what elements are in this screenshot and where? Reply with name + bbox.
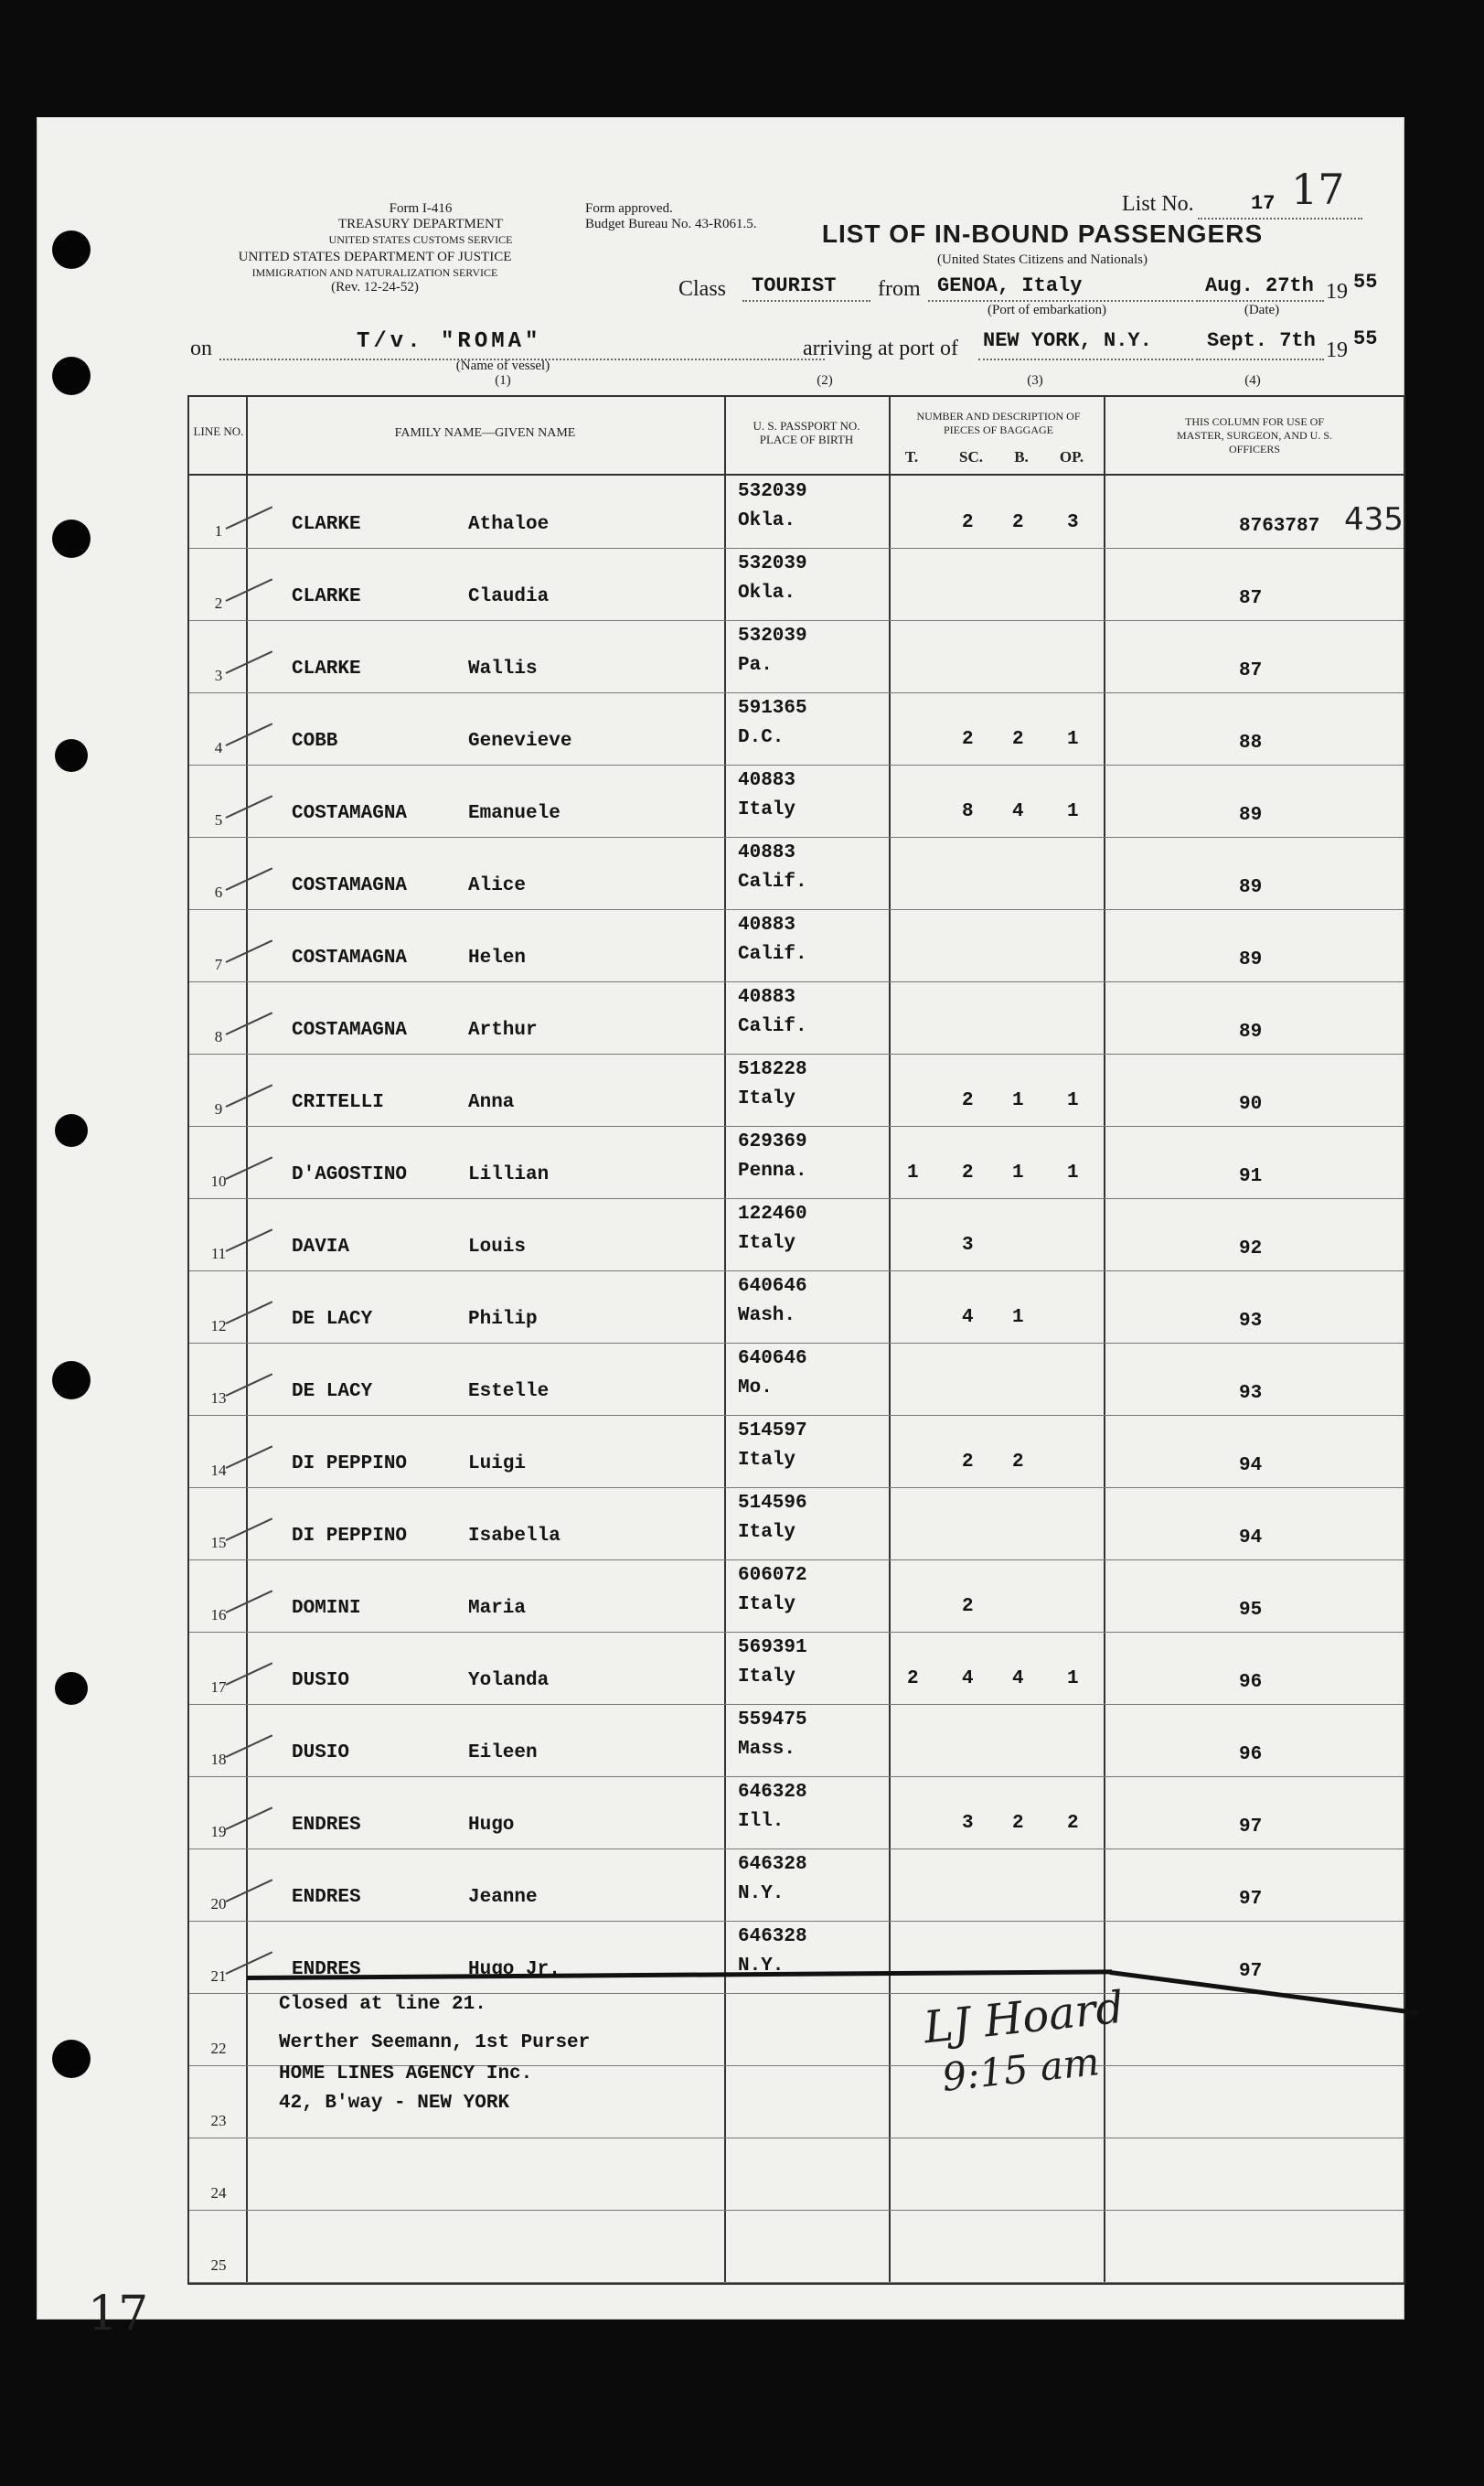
bag-other: 1: [1067, 1668, 1079, 1689]
treasury-label: TREASURY DEPARTMENT: [337, 217, 504, 231]
check-tick: [226, 723, 273, 745]
bag-bags: 2: [1012, 729, 1024, 750]
line-number: 11: [210, 1245, 227, 1262]
given-name: Estelle: [468, 1381, 550, 1402]
passport-number: 640646: [738, 1276, 807, 1297]
row-divider: [189, 692, 1404, 693]
family-name: DAVIA: [292, 1237, 350, 1258]
officer-use-code: 91: [1239, 1166, 1263, 1187]
bag-other: 1: [1067, 729, 1079, 750]
family-name: CLARKE: [292, 659, 361, 680]
officer-use-code: 95: [1239, 1600, 1263, 1621]
col2-caption: (2): [817, 373, 833, 388]
officer-use-code: 87: [1239, 660, 1263, 681]
family-name: COSTAMAGNA: [292, 875, 408, 896]
officer-use-code: 90: [1239, 1094, 1263, 1115]
check-tick: [226, 939, 273, 962]
line-number: 14: [210, 1462, 227, 1479]
vessel-caption: (Name of vessel): [455, 359, 550, 373]
date-line: [1196, 300, 1324, 302]
place-of-birth: Italy: [738, 799, 796, 820]
bag-other: 1: [1067, 1163, 1079, 1184]
depart-date: Aug. 27th: [1205, 274, 1314, 297]
passport-number: 40883: [738, 915, 796, 936]
family-name: DE LACY: [292, 1309, 373, 1330]
passport-number: 532039: [738, 481, 807, 502]
list-no-label: List No.: [1122, 192, 1194, 216]
passport-number: 122460: [738, 1204, 807, 1225]
col-divider: [246, 397, 248, 2283]
check-tick: [226, 1806, 273, 1829]
line-number: 17: [210, 1678, 227, 1696]
line-number: 15: [210, 1534, 227, 1551]
row-divider: [189, 1126, 1404, 1127]
passport-number: 514597: [738, 1420, 807, 1441]
place-of-birth: Penna.: [738, 1161, 807, 1182]
officer-use-code: 96: [1239, 1744, 1263, 1765]
line-number: 9: [214, 1100, 223, 1118]
class-label: Class: [678, 277, 727, 301]
row-divider: [189, 1487, 1404, 1488]
line-number: 10: [210, 1173, 227, 1190]
vessel-name: T/v. "ROMA": [357, 329, 542, 354]
place-of-birth: Okla.: [738, 510, 796, 531]
family-name: DUSIO: [292, 1742, 350, 1763]
family-name: CRITELLI: [292, 1092, 384, 1113]
passport-number: 646328: [738, 1854, 807, 1875]
ins-label: IMMIGRATION AND NATURALIZATION SERVICE: [251, 266, 498, 279]
given-name: Hugo: [468, 1815, 515, 1836]
given-name: Jeanne: [468, 1887, 538, 1908]
passport-number: 532039: [738, 626, 807, 647]
check-tick: [226, 650, 273, 673]
officer-use-code: 89: [1239, 877, 1263, 898]
passport-number: 646328: [738, 1926, 807, 1947]
officer-use-code: 89: [1239, 949, 1263, 970]
port-caption: (Port of embarkation): [988, 303, 1106, 317]
passport-number: 640646: [738, 1348, 807, 1369]
bag-suitcases: 2: [962, 1596, 974, 1617]
bag-suitcases: 2: [962, 1090, 974, 1111]
place-of-birth: Italy: [738, 1522, 796, 1543]
punch-hole: [52, 1361, 91, 1399]
baggage-header: NUMBER AND DESCRIPTION OF PIECES OF BAGGAGE: [916, 410, 1081, 436]
bag-other: 1: [1067, 801, 1079, 822]
bag-suitcases: 2: [962, 1163, 974, 1184]
place-of-birth: Pa.: [738, 655, 773, 676]
officer-use-code: 97: [1239, 1889, 1263, 1910]
arrival-port: NEW YORK, N.Y.: [983, 329, 1152, 352]
depart-year: 55: [1353, 271, 1378, 294]
officer-use-code: 94: [1239, 1455, 1263, 1476]
date-caption: (Date): [1244, 303, 1280, 317]
officer-use-code: 96: [1239, 1672, 1263, 1693]
check-tick: [226, 1951, 273, 1974]
officer-use-code: 94: [1239, 1527, 1263, 1548]
given-name: Arthur: [468, 1020, 538, 1041]
year-prefix-1: 19: [1326, 280, 1348, 304]
passport-number: 569391: [738, 1637, 807, 1658]
given-name: Lillian: [468, 1164, 550, 1185]
place-of-birth: Italy: [738, 1666, 796, 1688]
line-number: 4: [214, 739, 223, 756]
passport-number: 518228: [738, 1059, 807, 1080]
bag-bags: 4: [1012, 801, 1024, 822]
bag-col-sc: SC.: [959, 448, 983, 466]
check-tick: [226, 1228, 273, 1251]
officer-use-code: 8763787: [1239, 516, 1320, 537]
inspection-time: 9:15 am: [939, 2039, 1102, 2100]
bag-trunks: 2: [907, 1668, 919, 1689]
from-label: from: [878, 277, 921, 301]
check-tick: [226, 1084, 273, 1107]
agency-address: 42, B'way - NEW YORK: [279, 2093, 510, 2114]
check-tick: [226, 1590, 273, 1613]
family-name: ENDRES: [292, 1815, 361, 1836]
given-name: Claudia: [468, 586, 550, 607]
line-number: 19: [210, 1823, 227, 1840]
check-tick: [226, 1879, 273, 1902]
punch-hole: [55, 739, 88, 772]
check-tick: [226, 1301, 273, 1323]
punch-hole: [52, 357, 91, 395]
family-name: COSTAMAGNA: [292, 803, 408, 824]
customs-label: UNITED STATES CUSTOMS SERVICE: [328, 233, 513, 246]
punch-hole: [52, 520, 91, 558]
officer-use-code: 93: [1239, 1383, 1263, 1404]
passport-number: 40883: [738, 842, 796, 863]
bag-bags: 1: [1012, 1307, 1024, 1328]
on-label: on: [190, 337, 212, 360]
punch-hole: [52, 230, 91, 269]
family-name: COBB: [292, 731, 338, 752]
check-tick: [226, 1012, 273, 1034]
bag-suitcases: 4: [962, 1668, 974, 1689]
approved-label: Form approved.: [585, 201, 673, 216]
family-name: DI PEPPINO: [292, 1453, 408, 1474]
embark-port: GENOA, Italy: [937, 274, 1083, 297]
place-of-birth: D.C.: [738, 727, 785, 748]
bag-other: 2: [1067, 1813, 1079, 1834]
bag-bags: 1: [1012, 1163, 1024, 1184]
bag-bags: 2: [1012, 512, 1024, 533]
passport-number: 629369: [738, 1131, 807, 1152]
place-of-birth: Italy: [738, 1594, 796, 1615]
margin-code: 435: [1344, 501, 1404, 538]
family-name: COSTAMAGNA: [292, 1020, 408, 1041]
bag-bags: 1: [1012, 1090, 1024, 1111]
row-divider: [189, 2210, 1404, 2211]
budget-label: Budget Bureau No. 43-R061.5.: [585, 217, 757, 231]
passport-number: 606072: [738, 1565, 807, 1586]
given-name: Alice: [468, 875, 527, 896]
place-of-birth: Calif.: [738, 944, 807, 965]
line-number: 3: [214, 667, 223, 684]
passport-number: 40883: [738, 770, 796, 791]
family-name: CLARKE: [292, 586, 361, 607]
form-number: Form I-416: [389, 201, 453, 216]
bag-col-op: OP.: [1059, 448, 1084, 466]
family-name: ENDRES: [292, 1959, 361, 1980]
line-number: 21: [210, 1967, 227, 1985]
given-name: Isabella: [468, 1526, 561, 1547]
officer-use-code: 89: [1239, 1022, 1263, 1043]
bag-suitcases: 3: [962, 1235, 974, 1256]
given-name: Emanuele: [468, 803, 561, 824]
family-name: DE LACY: [292, 1381, 373, 1402]
bag-bags: 4: [1012, 1668, 1024, 1689]
place-of-birth: Mo.: [738, 1377, 773, 1398]
row-divider: [189, 1054, 1404, 1055]
place-of-birth: Italy: [738, 1233, 796, 1254]
given-name: Genevieve: [468, 731, 572, 752]
punch-hole: [52, 2040, 91, 2078]
rev-label: (Rev. 12-24-52): [331, 280, 419, 295]
family-name: ENDRES: [292, 1887, 361, 1908]
officer-use-code: 93: [1239, 1311, 1263, 1332]
place-of-birth: Italy: [738, 1450, 796, 1471]
passport-number: 40883: [738, 987, 796, 1008]
line-number: 16: [210, 1606, 227, 1623]
row-divider: [189, 1776, 1404, 1777]
row-divider: [189, 1632, 1404, 1633]
col3-caption: (3): [1027, 373, 1043, 388]
family-name: DUSIO: [292, 1670, 350, 1691]
line-number: 20: [210, 1895, 227, 1913]
place-of-birth: N.Y.: [738, 1883, 785, 1904]
given-name: Athaloe: [468, 514, 550, 535]
arrival-date-line: [1196, 359, 1324, 360]
passport-header: U. S. PASSPORT NO. PLACE OF BIRTH: [753, 419, 860, 446]
list-number-handwritten: 17: [1291, 165, 1345, 214]
check-tick: [226, 1517, 273, 1540]
row-divider: [189, 1559, 1404, 1560]
place-of-birth: Mass.: [738, 1739, 796, 1760]
bag-bags: 2: [1012, 1452, 1024, 1473]
check-tick: [226, 1662, 273, 1685]
bag-other: 3: [1067, 512, 1079, 533]
year-prefix-2: 19: [1326, 338, 1348, 362]
col-divider: [724, 397, 726, 2283]
line-number: 23: [210, 2112, 227, 2129]
line-number: 8: [214, 1028, 223, 1045]
given-name: Anna: [468, 1092, 515, 1113]
given-name: Louis: [468, 1237, 527, 1258]
closed-at-line: Closed at line 21.: [279, 1994, 486, 2015]
family-name: DOMINI: [292, 1598, 361, 1619]
line-number: 24: [210, 2184, 227, 2202]
officer-use-code: 89: [1239, 805, 1263, 826]
check-tick: [226, 506, 273, 529]
line-number: 7: [214, 956, 223, 973]
line-number: 5: [214, 811, 223, 829]
family-name: DI PEPPINO: [292, 1526, 408, 1547]
name-header: FAMILY NAME—GIVEN NAME: [394, 426, 576, 440]
row-divider: [189, 1704, 1404, 1705]
line-number: 12: [210, 1317, 227, 1334]
given-name: Philip: [468, 1309, 538, 1330]
place-of-birth: Wash.: [738, 1305, 796, 1326]
col4-caption: (4): [1244, 373, 1261, 388]
bag-col-b: B.: [1014, 448, 1029, 466]
passport-number: 591365: [738, 698, 807, 719]
bag-suitcases: 2: [962, 729, 974, 750]
place-of-birth: Italy: [738, 1088, 796, 1109]
given-name: Luigi: [468, 1453, 527, 1474]
officers-header: THIS COLUMN FOR USE OF MASTER, SURGEON, AND U. S. OFFICERS: [1176, 415, 1333, 455]
check-tick: [226, 578, 273, 601]
line-number: 13: [210, 1389, 227, 1407]
family-name: CLARKE: [292, 514, 361, 535]
row-divider: [189, 909, 1404, 910]
family-name: COSTAMAGNA: [292, 948, 408, 969]
passport-number: 514596: [738, 1493, 807, 1514]
col1-caption: (1): [495, 373, 511, 388]
line-number: 6: [214, 884, 223, 901]
row-divider: [189, 765, 1404, 766]
bag-suitcases: 2: [962, 512, 974, 533]
given-name: Yolanda: [468, 1670, 550, 1691]
passport-number: 646328: [738, 1782, 807, 1803]
bag-trunks: 1: [907, 1163, 919, 1184]
row-divider: [189, 837, 1404, 838]
given-name: Helen: [468, 948, 527, 969]
row-divider: [189, 620, 1404, 621]
check-tick: [226, 1445, 273, 1468]
header-divider: [189, 474, 1404, 476]
punch-hole: [55, 1114, 88, 1147]
arrival-port-line: [978, 359, 1193, 360]
bag-other: 1: [1067, 1090, 1079, 1111]
arrival-year: 55: [1353, 327, 1378, 350]
line-number: 1: [214, 522, 223, 540]
row-divider: [189, 2282, 1404, 2283]
row-divider: [189, 1415, 1404, 1416]
line-number: 18: [210, 1751, 227, 1768]
bag-suitcases: 3: [962, 1813, 974, 1834]
check-tick: [226, 1156, 273, 1179]
col-divider: [889, 397, 891, 2283]
given-name: Eileen: [468, 1742, 538, 1763]
line-number: 25: [210, 2256, 227, 2274]
port-line: [928, 300, 1193, 302]
bag-suitcases: 2: [962, 1452, 974, 1473]
row-divider: [189, 981, 1404, 982]
punch-hole: [55, 1672, 88, 1705]
place-of-birth: Okla.: [738, 583, 796, 604]
document-subtitle: (United States Citizens and Nationals): [937, 252, 1148, 267]
line-number: 2: [214, 595, 223, 612]
officer-use-code: 88: [1239, 733, 1263, 754]
bag-bags: 2: [1012, 1813, 1024, 1834]
bag-suitcases: 4: [962, 1307, 974, 1328]
place-of-birth: Ill.: [738, 1811, 785, 1832]
passport-number: 559475: [738, 1709, 807, 1731]
place-of-birth: Calif.: [738, 872, 807, 893]
purser-name: Werther Seemann, 1st Purser: [279, 2032, 591, 2053]
class-value: TOURIST: [752, 274, 837, 297]
line-number: 22: [210, 2040, 227, 2057]
officer-use-code: 97: [1239, 1816, 1263, 1838]
row-divider: [189, 1343, 1404, 1344]
place-of-birth: Calif.: [738, 1016, 807, 1037]
line-no-header: LINE NO.: [193, 424, 244, 438]
page-mark: 17: [88, 2287, 149, 2341]
given-name: Hugo Jr.: [468, 1959, 561, 1980]
passport-number: 532039: [738, 553, 807, 574]
place-of-birth: N.Y.: [738, 1956, 785, 1977]
family-name: D'AGOSTINO: [292, 1164, 408, 1185]
officer-use-code: 97: [1239, 1961, 1263, 1982]
check-tick: [226, 1734, 273, 1757]
row-divider: [189, 548, 1404, 549]
arrival-date: Sept. 7th: [1207, 329, 1316, 352]
bag-col-t: T.: [904, 448, 919, 466]
check-tick: [226, 795, 273, 818]
given-name: Wallis: [468, 659, 538, 680]
row-divider: [189, 1921, 1404, 1922]
officer-signature: LJ Hoard: [921, 1981, 1126, 2054]
officer-use-code: 87: [1239, 588, 1263, 609]
check-tick: [226, 867, 273, 890]
arriving-label: arriving at port of: [803, 337, 958, 360]
bag-suitcases: 8: [962, 801, 974, 822]
agency-name: HOME LINES AGENCY Inc.: [279, 2063, 533, 2084]
given-name: Maria: [468, 1598, 527, 1619]
row-divider: [189, 1270, 1404, 1271]
list-number: 17: [1251, 192, 1276, 215]
check-tick: [226, 1373, 273, 1396]
officer-use-code: 92: [1239, 1238, 1263, 1259]
row-divider: [189, 1198, 1404, 1199]
row-divider: [189, 1848, 1404, 1849]
class-line: [742, 300, 870, 302]
justice-label: UNITED STATES DEPARTMENT OF JUSTICE: [238, 250, 512, 264]
document-title: LIST OF IN-BOUND PASSENGERS: [821, 220, 1264, 248]
